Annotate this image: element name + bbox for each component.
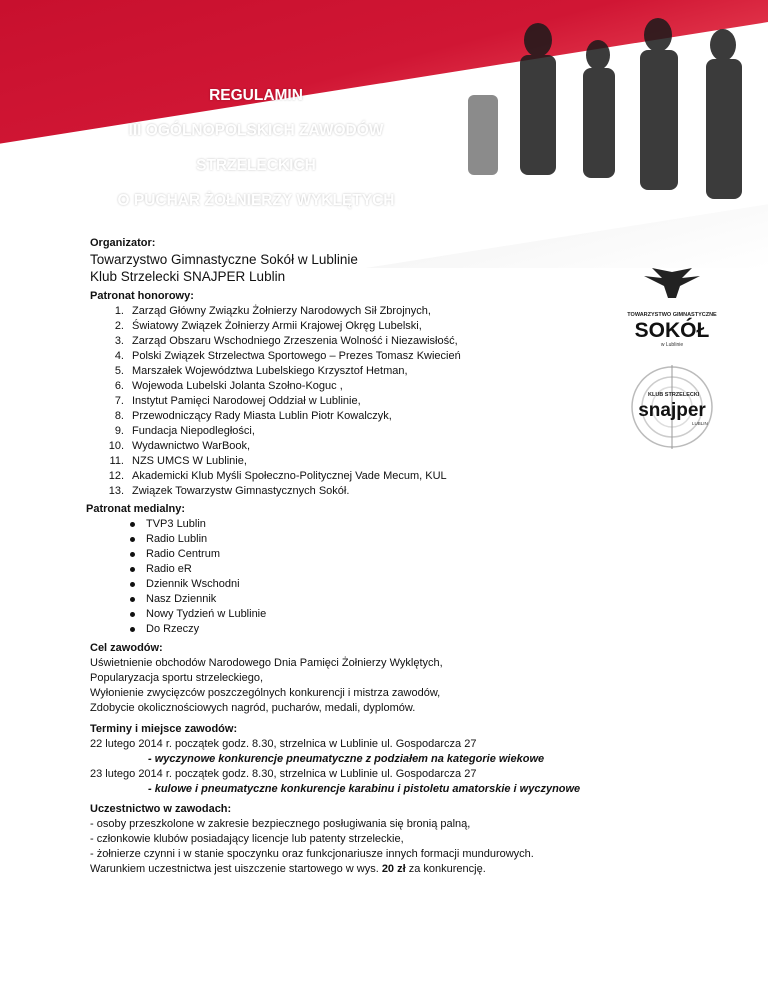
media-label: Patronat medialny: xyxy=(86,503,186,515)
list-item xyxy=(90,304,610,319)
item-text: NZS UMCS W Lublinie, xyxy=(132,455,247,467)
item-number: 9. xyxy=(114,425,124,437)
item-text: Przewodniczący Rady Miasta Lublin Piotr Kowalczyk, xyxy=(132,410,392,422)
item-text: Fundacja Niepodległości, xyxy=(132,425,255,437)
snajper-top-text: KLUB STRZELECKI xyxy=(648,392,700,398)
fee-line xyxy=(90,862,534,877)
honorary-list xyxy=(90,304,610,499)
bullet-icon xyxy=(130,522,135,527)
bullet-icon xyxy=(130,597,135,602)
item-number: 12. xyxy=(108,470,124,482)
item-text: Wydawnictwo WarBook, xyxy=(132,440,251,452)
organizer-line-1: Towarzystwo Gimnastyczne Sokół w Lublinie xyxy=(90,252,358,267)
media-list xyxy=(86,517,266,637)
terms-line-3: 23 lutego 2014 r. początek godz. 8.30, strzelnica w Lublinie ul. Gospodarcza 27 xyxy=(90,768,477,780)
honorary-patronage-section xyxy=(90,289,610,499)
list-item xyxy=(90,364,610,379)
bullet-icon xyxy=(130,612,135,617)
item-text: Nasz Dziennik xyxy=(146,593,217,605)
participation-section xyxy=(90,802,534,877)
participation-line-3: - żołnierze czynni i w stanie spoczynku oraz funkcjonariusze innych formacji mundurowych. xyxy=(90,848,534,860)
list-item xyxy=(86,547,266,562)
terms-label: Terminy i miejsce zawodów: xyxy=(90,723,238,735)
item-number: 6. xyxy=(114,380,124,392)
item-number: 7. xyxy=(114,395,124,407)
header-banner xyxy=(0,0,768,268)
item-number: 4. xyxy=(114,350,124,362)
participation-line-1: - osoby przeszkolone w zakresie bezpiecznego posługiwania się bronią palną, xyxy=(90,818,471,830)
organizer-line-2: Klub Strzelecki SNAJPER Lublin xyxy=(90,269,286,284)
title-line-3: STRZELECKICH xyxy=(196,157,316,174)
item-text: Zarząd Główny Związku Żołnierzy Narodowych Sił Zbrojnych, xyxy=(132,305,431,317)
item-number: 1. xyxy=(114,305,124,317)
item-text: Radio Lublin xyxy=(146,533,208,545)
fee-text-after: za konkurencję. xyxy=(405,863,486,875)
terms-line-2: - wyczynowe konkurencje pneumatyczne z podziałem na kategorie wiekowe xyxy=(148,753,545,765)
list-item xyxy=(86,592,266,607)
list-item xyxy=(86,577,266,592)
item-number: 10. xyxy=(108,440,124,452)
item-text: TVP3 Lublin xyxy=(146,518,206,530)
list-item xyxy=(90,394,610,409)
sokol-top-text: TOWARZYSTWO GIMNASTYCZNE xyxy=(627,312,717,318)
list-item xyxy=(90,484,610,499)
snajper-name: snajper xyxy=(638,400,706,421)
organizer-section xyxy=(90,236,358,285)
sokol-name: SOKÓŁ xyxy=(634,319,710,342)
sokol-logo xyxy=(622,264,722,354)
list-item xyxy=(90,409,610,424)
item-text: Instytut Pamięci Narodowej Oddział w Lublinie, xyxy=(132,395,361,407)
item-text: Dziennik Wschodni xyxy=(146,578,240,590)
list-item xyxy=(86,607,266,622)
list-item xyxy=(86,622,266,637)
terms-line-1: 22 lutego 2014 r. początek godz. 8.30, strzelnica w Lublinie ul. Gospodarcza 27 xyxy=(90,738,477,750)
bullet-icon xyxy=(130,627,135,632)
sokol-sub: w Lublinie xyxy=(660,342,684,348)
item-number: 2. xyxy=(114,320,124,332)
list-item xyxy=(90,334,610,349)
goal-line-4: Zdobycie okolicznościowych nagród, pucharów, medali, dyplomów. xyxy=(90,702,416,714)
item-text: Światowy Związek Żołnierzy Armii Krajowej Okręg Lubelski, xyxy=(132,320,422,332)
bullet-icon xyxy=(130,552,135,557)
list-item xyxy=(90,469,610,484)
list-item xyxy=(86,562,266,577)
participation-line-2: - członkowie klubów posiadający licencje lub patenty strzeleckie, xyxy=(90,833,404,845)
snajper-logo xyxy=(622,362,722,452)
title-line-2: III OGÓLNOPOLSKICH ZAWODÓW xyxy=(128,122,384,139)
bullet-icon xyxy=(130,582,135,587)
item-text: Akademicki Klub Myśli Społeczno-Politycznej Vade Mecum, KUL xyxy=(132,470,447,482)
item-number: 13. xyxy=(108,485,124,497)
participation-label: Uczestnictwo w zawodach: xyxy=(90,803,232,815)
item-text: Zarząd Obszaru Wschodniego Zrzeszenia Wolność i Niezawisłość, xyxy=(132,335,458,347)
item-text: Polski Związek Strzelectwa Sportowego – Prezes Tomasz Kwiecień xyxy=(132,350,461,362)
list-item xyxy=(86,517,266,532)
list-item xyxy=(90,319,610,334)
item-number: 8. xyxy=(114,410,124,422)
title-line-1: REGULAMIN xyxy=(209,87,303,104)
terms-section xyxy=(90,722,580,797)
list-item xyxy=(90,379,610,394)
goal-line-1: Uświetnienie obchodów Narodowego Dnia Pamięci Żołnierzy Wyklętych, xyxy=(90,657,443,669)
list-item xyxy=(86,532,266,547)
goal-line-3: Wyłonienie zwycięzców poszczególnych konkurencji i mistrza zawodów, xyxy=(90,687,441,699)
item-number: 3. xyxy=(114,335,124,347)
honorary-label: Patronat honorowy: xyxy=(90,290,194,302)
goal-label: Cel zawodów: xyxy=(90,642,163,654)
item-text: Radio Centrum xyxy=(146,548,220,560)
list-item xyxy=(90,424,610,439)
fee-amount: 20 zł xyxy=(381,863,406,875)
item-text: Nowy Tydzień w Lublinie xyxy=(146,608,267,620)
item-text: Marszałek Województwa Lubelskiego Krzysztof Hetman, xyxy=(132,365,408,377)
media-patronage-section xyxy=(86,502,266,637)
snajper-sub: LUBLIN xyxy=(692,421,708,426)
goal-section xyxy=(90,641,443,716)
bullet-icon xyxy=(130,537,135,542)
organizer-label: Organizator: xyxy=(90,237,156,249)
fee-text-before: Warunkiem uczestnictwa jest uiszczenie startowego w wys. xyxy=(90,863,382,875)
list-item xyxy=(90,349,610,364)
list-item xyxy=(90,439,610,454)
item-number: 11. xyxy=(109,455,124,467)
item-text: Do Rzeczy xyxy=(146,623,200,635)
item-number: 5. xyxy=(114,365,124,377)
item-text: Radio eR xyxy=(146,563,192,575)
item-text: Wojewoda Lubelski Jolanta Szołno-Koguc , xyxy=(132,380,343,392)
terms-line-4: - kulowe i pneumatyczne konkurencje karabinu i pistoletu amatorskie i wyczynowe xyxy=(148,783,581,795)
title-line-4: O PUCHAR ŻOŁNIERZY WYKLĘTYCH xyxy=(117,192,395,209)
goal-line-2: Popularyzacja sportu strzeleckiego, xyxy=(90,672,264,684)
list-item xyxy=(90,454,610,469)
falcon-icon xyxy=(644,268,700,298)
item-text: Związek Towarzystw Gimnastycznych Sokół. xyxy=(132,485,350,497)
bullet-icon xyxy=(130,567,135,572)
